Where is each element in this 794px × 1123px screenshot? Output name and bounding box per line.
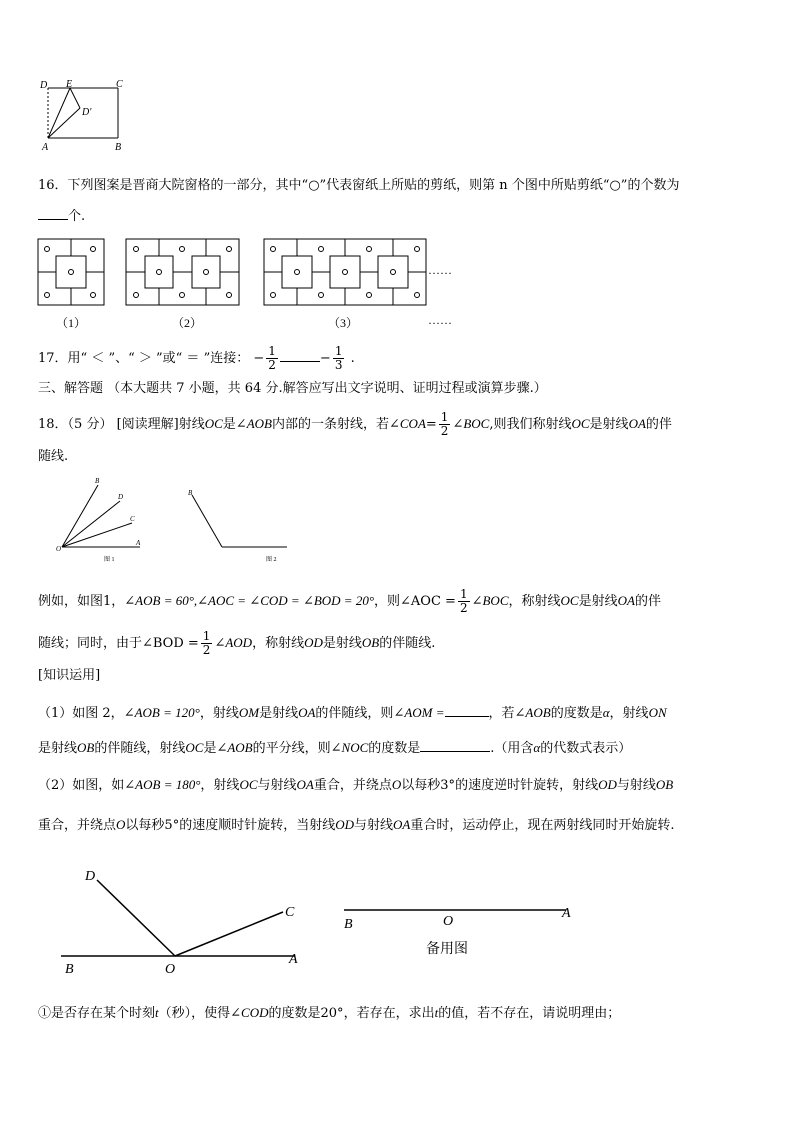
answer-blank[interactable] <box>445 716 489 717</box>
section-3-heading: 三、解答题 （本大题共 7 小题，共 64 分.解答应写出文字说明、证明过程或演算步骤.） <box>38 381 547 396</box>
label-B: B <box>115 142 122 153</box>
window-pattern-figures <box>30 234 470 334</box>
q18-subquestion-1: ①是否存在某个时刻t（秒），使得∠COD的度数是20°，若存在，求出t的值，若不存在，请说明理由； <box>38 1005 621 1021</box>
svg-text:O: O <box>443 914 454 929</box>
ellipsis-top: …… <box>428 263 452 277</box>
svg-text:C: C <box>285 905 295 920</box>
svg-text:图 1: 图 1 <box>104 557 115 563</box>
svg-text:O: O <box>56 545 62 553</box>
caption-2: （2） <box>172 316 203 330</box>
label-D: D <box>40 80 48 91</box>
pattern-2 <box>126 239 239 305</box>
q18-example-line2: 随线；同时，由于∠BOD = $\frac{1}{2}$ ∠AOD，称射线OD是射线OB的伴随线. <box>38 629 436 657</box>
caption-1: （1） <box>56 316 87 330</box>
pattern-3 <box>264 239 426 305</box>
svg-text:B: B <box>344 917 353 932</box>
answer-blank[interactable] <box>280 361 320 362</box>
answer-blank[interactable] <box>38 219 68 220</box>
q18-example: 例如，如图1，∠AOB = 60°,∠AOC = ∠COD = ∠BOD = 20°，则∠AOC = $\frac{1}{2}$ ∠BOC，称射线OC是射线OA的伴 <box>38 587 661 615</box>
svg-text:备用图: 备用图 <box>426 942 468 957</box>
label-C: C <box>116 79 123 90</box>
svg-text:O: O <box>165 962 176 977</box>
ellipsis-bottom: …… <box>428 313 452 327</box>
q17-text: 17．用“ ＜ ”、“ ＞ ”或“ ＝ ”连接： − $\frac{1}{2}$ − $\frac{1}{3}$ . <box>38 344 355 372</box>
spare-figure <box>338 895 588 965</box>
q18-intro: 18．（5 分） [阅读理解]射线OC是∠AOB内部的一条射线，若∠COA= $\frac{1}{2}$ ∠BOC,则我们称射线OC是射线OA的伴 <box>38 410 672 438</box>
label-E: E <box>66 79 73 90</box>
knowledge-heading: [知识运用] <box>38 668 101 683</box>
svg-text:B: B <box>188 489 193 497</box>
svg-text:D: D <box>118 493 124 501</box>
svg-text:B: B <box>95 477 100 485</box>
svg-text:A: A <box>562 906 571 921</box>
svg-text:图 2: 图 2 <box>266 557 277 563</box>
svg-text:A: A <box>136 539 141 547</box>
label-Dprime: D′ <box>82 107 92 118</box>
svg-text:D: D <box>85 869 96 884</box>
q18-part1: （1）如图 2，∠AOB = 120°，射线OM是射线OA的伴随线，则∠AOM = ，若∠AOB的度数是α，射线ON <box>38 705 667 721</box>
fold-figure <box>38 78 128 158</box>
q16-answer-line: 个. <box>38 209 85 225</box>
answer-blank[interactable] <box>420 751 490 752</box>
pattern-1 <box>38 239 104 305</box>
figure-rotating-rays <box>55 860 315 980</box>
q16-text: 16．下列图案是晋商大院窗格的一部分，其中“○”代表窗纸上所贴的剪纸，则第 n 个图中所贴剪纸“○”的个数为 <box>38 178 680 193</box>
q18-part2: （2）如图，如∠AOB = 180°，射线OC与射线OA重合，并绕点O以每秒3°的速度逆时针旋转，射线OD与射线OB <box>38 777 674 793</box>
label-A: A <box>42 142 49 153</box>
q18-intro-line2: 随线. <box>38 449 69 464</box>
caption-3: （3） <box>328 316 359 330</box>
svg-text:B: B <box>65 962 74 977</box>
fraction-half: $\frac{1}{2}$ <box>268 344 276 372</box>
figure-2 <box>182 485 292 565</box>
fraction-third: $\frac{1}{3}$ <box>334 344 343 372</box>
svg-text:A: A <box>289 952 298 967</box>
figure-1 <box>52 475 152 565</box>
q18-part1-line2: 是射线OB的伴随线，射线OC是∠AOB的平分线，则∠NOC的度数是 .（用含α的代数式表示） <box>38 740 632 756</box>
svg-text:C: C <box>130 515 135 523</box>
q18-part2-line2: 重合，并绕点O以每秒5°的速度顺时针旋转，当射线OD与射线OA重合时，运动停止，现在两射线同时开始旋转. <box>38 817 675 833</box>
